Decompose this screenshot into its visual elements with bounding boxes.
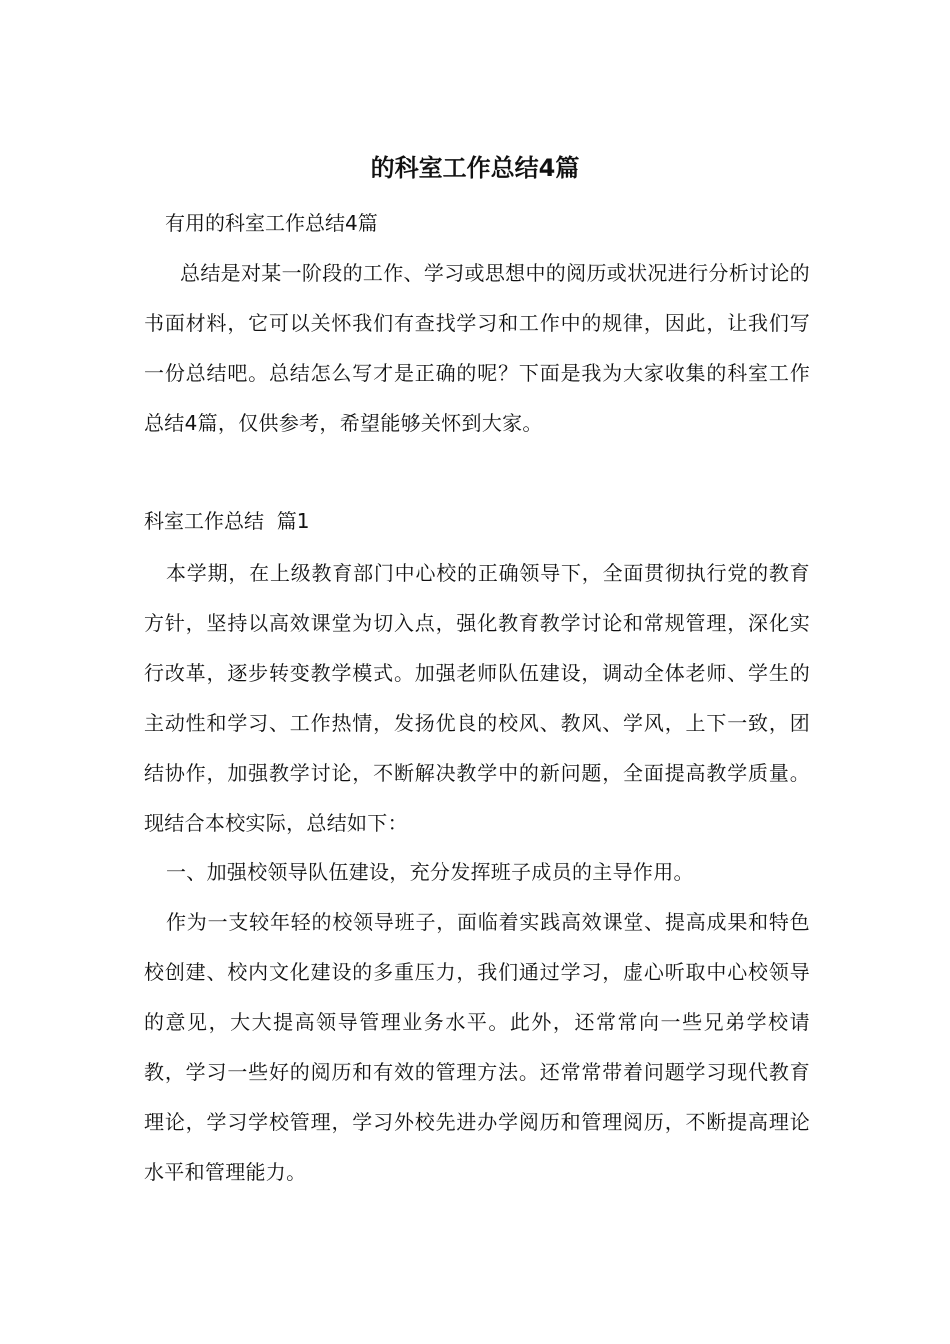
body-paragraph: 作为一支较年轻的校领导班子，面临着实践高效课堂、提高成果和特色校创建、校内文化建设的多重压力，我们通过学习，虚心听取中心校领导的意见，大大提高领导管理业务水平。此外，还常常向一些兄弟学校请教，学习一些好的阅历和有效的管理方法。还常常带着问题学习现代教育理论，学习学校管理，学习外校先进办学阅历和管理阅历，不断提高理论水平和管理能力。 [144, 910, 810, 1184]
section-heading: 科室工作总结 篇1 [144, 509, 310, 533]
body-paragraph: 本学期，在上级教育部门中心校的正确领导下，全面贯彻执行党的教育方针，坚持以高效课堂为切入点，强化教育教学讨论和常规管理，深化实行改革，逐步转变教学模式。加强老师队伍建设，调动全体老师、学生的主动性和学习、工作热情，发扬优良的校风、教风、学风，上下一致，团结协作，加强教学讨论，不断解决教学中的新问题，全面提高教学质量。现结合本校实际，总结如下： [144, 561, 810, 835]
document-title: 的科室工作总结4篇 [370, 154, 580, 182]
document-subtitle: 有用的科室工作总结4篇 [165, 211, 378, 235]
body-paragraph: 一、加强校领导队伍建设，充分发挥班子成员的主导作用。 [166, 860, 694, 884]
intro-paragraph: 总结是对某一阶段的工作、学习或思想中的阅历或状况进行分析讨论的书面材料，它可以关怀我们有查找学习和工作中的规律，因此，让我们写一份总结吧。总结怎么写才是正确的呢？下面是我为大家收集的科室工作总结4篇，仅供参考，希望能够关怀到大家。 [144, 261, 810, 435]
